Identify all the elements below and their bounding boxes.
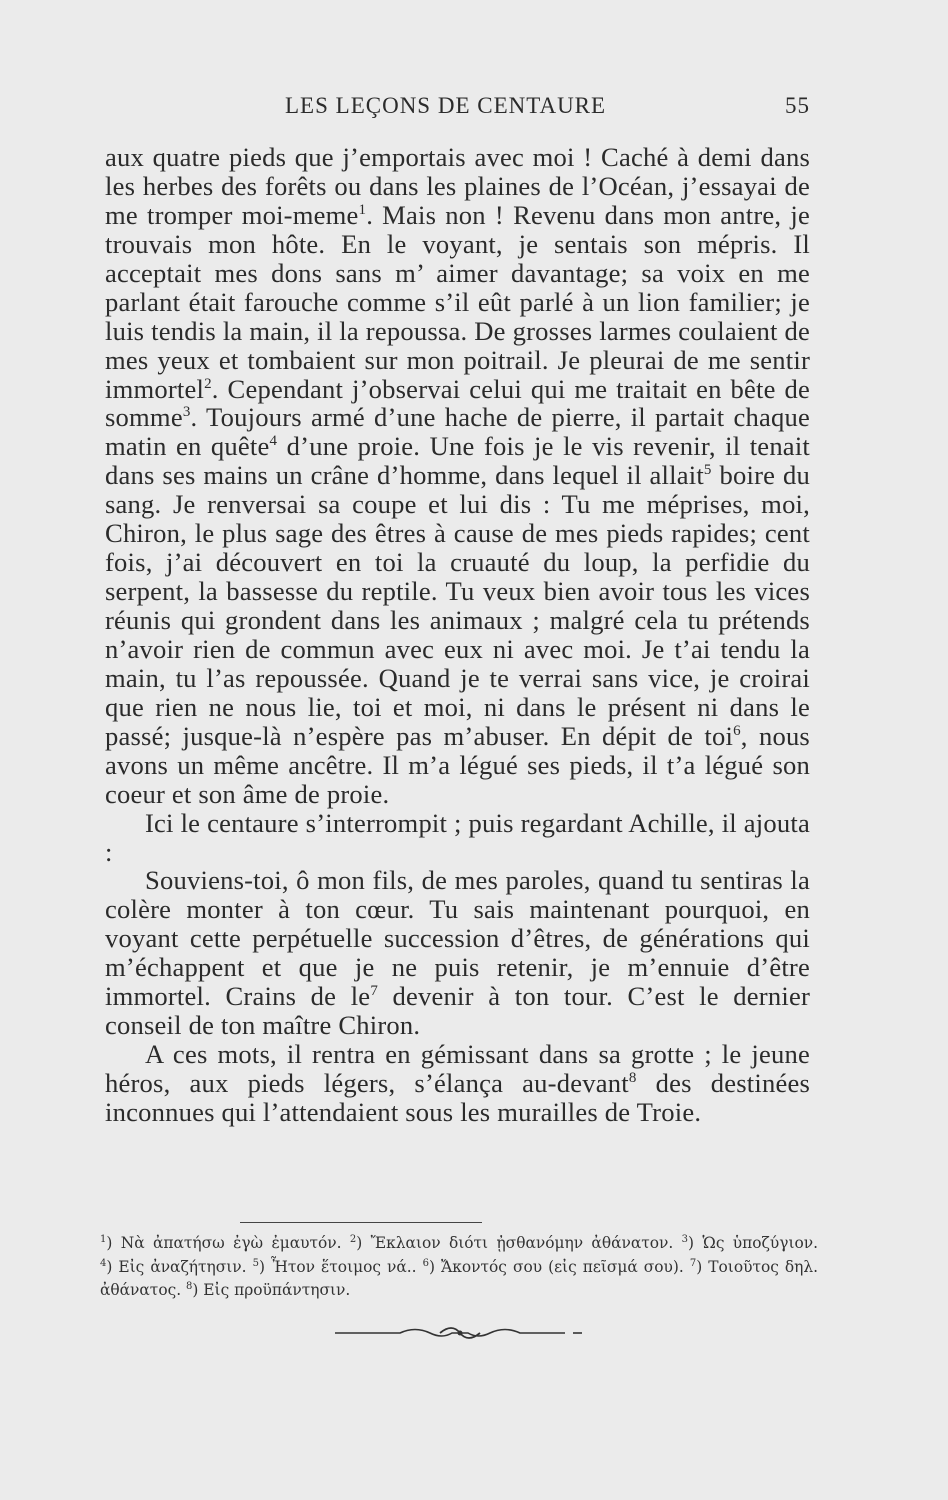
footnote-ref: 3 (182, 404, 191, 421)
footnote-text: Ἄκοντός σου (εἰς πεῖσμά σου). (440, 1257, 684, 1276)
footnote-ref: 5 (703, 462, 712, 479)
text-run: . Toujours armé d’une hache de pierre, il partait chaque matin en quête (105, 402, 810, 462)
footnote-text: Ἦτον ἕτοιμος νά.. (270, 1257, 417, 1276)
text-run: aux quatre pieds que j’emportais avec moi ! Caché à demi dans les herbes des forêts ou dans les plaines de l’Océan, j’essayai de me tromper moi-meme (105, 142, 810, 230)
footnotes (100, 1232, 818, 1303)
footnote-text: Ὡς ὑποζύγιον. (702, 1234, 818, 1252)
text-run: . Mais non ! Revenu dans mon antre, je trouvais mon hôte. En le voyant, je sentais son mépris. Il acceptait mes dons sans m’ aimer davantage; sa voix en me parlant était farouche comme s’il eût parlé à un lion familier; je luis tendis la main, il la repoussa. De grosses larmes coulaient de mes yeux et tombaient sur mon poitrail. Je pleurai de me sentir immortel (105, 199, 810, 404)
footnote: $^1$) Νὰ ἀπατήσω ἐγὼ ἐμαυτόν. (100, 1234, 342, 1252)
footnote-text: Εἰς ἀναζήτησιν. (118, 1257, 247, 1276)
page-number: 55 (785, 93, 810, 118)
text-run: . Cependant j’observai celui qui me traitait en bête de somme (105, 373, 810, 433)
footnote-ref: 6 (733, 722, 741, 739)
footnote-ref: 1 (358, 201, 367, 218)
text-run: A ces mots, il rentra en gémissant dans sa grotte ; le jeune héros, aux pieds légers, s’élança au-devant (105, 1039, 810, 1098)
footnote-number: 3 (681, 1234, 689, 1245)
text-run: devenir à ton tour. C’est le dernier conseil de ton maître Chiron. (105, 981, 810, 1041)
paragraph (105, 1040, 810, 1127)
footnote-number: 1 (100, 1234, 107, 1245)
footnote-text: Νὰ ἀπατήσω ἐγὼ ἐμαυτόν. (120, 1234, 342, 1252)
footnote-number: 6 (422, 1257, 429, 1269)
footnote: $^6$) Ἄκοντός σου (εἰς πεῖσμά σου). (422, 1257, 684, 1276)
footnote-text: Εἰς προϋπάντησιν. (203, 1281, 351, 1299)
footnote: $^4$) Εἰς ἀναζήτησιν. (100, 1257, 247, 1276)
text-run: Souviens-toi, ô mon fils, de mes paroles, quand tu sentiras la colère monter à ton cœur. Tu sais maintenant pourquoi, en voyant cette perpétuelle succession d’êtres, de générations qui m’échappent et que je ne puis retenir, je m’ennuie d’être immortel. Crains de le (105, 865, 810, 1012)
text-run: boire du sang. Je renversai sa coupe et lui dis : Tu me méprises, moi, Chiron, le plus sage des êtres à cause de mes pieds rapides; cent fois, j’ai découvert en toi la cruauté du loup, la perfidie du serpent, la bassesse du reptile. Tu veux bien avoir tous les vices réunis qui grondent dans les animaux ; malgré cela tu prétends n’avoir rien de commun avec eux ni avec moi. Je t’ai tendu la main, tu l’as repoussée. Quand je te verrai sans vice, je croirai que rien ne nous lie, toi et moi, ni dans le présent ni dans le passé; jusque-là n’espère pas m’abuser. En dépit de toi (105, 460, 810, 751)
footnote-ref: 4 (269, 433, 278, 450)
footnote-number: 7 (689, 1257, 697, 1269)
footnote: $^5$) Ἦτον ἕτοιμος νά.. (252, 1257, 417, 1276)
footnote-number: 4 (100, 1257, 107, 1269)
paragraph (105, 143, 810, 809)
text-run: Ici le centaure s’interrompit ; puis regardant Achille, il ajouta : (105, 807, 810, 867)
text-run: d’une proie. Une fois je le vis revenir, il tenait dans ses mains un crâne d’homme, dans lequel il allait (105, 431, 810, 491)
footnote: $^8$) Εἰς προϋπάντησιν. (186, 1281, 351, 1299)
footnote-text: Τοιοῦτος δηλ. ἀθάνατος. (100, 1257, 818, 1299)
footnote-number: 2 (349, 1234, 357, 1245)
footnote-separator (240, 1222, 482, 1223)
footnote-ref: 7 (370, 983, 379, 1000)
footnote-ref: 8 (628, 1070, 637, 1086)
footnote: $^3$) Ὡς ὑποζύγιον. (681, 1234, 818, 1252)
footnote-number: 5 (252, 1257, 259, 1269)
footnote: $^7$) Τοιοῦτος δηλ. ἀθάνατος. (100, 1257, 818, 1299)
paragraph (105, 809, 810, 867)
main-text (105, 143, 810, 1127)
footnote: $^2$) Ἔκλαιον διότι ᾐσθανόμην ἀθάνατον. (349, 1234, 674, 1252)
running-title: LES LEÇONS DE CENTAURE (285, 93, 607, 118)
paragraph (105, 866, 810, 1040)
text-run: des destinées inconnues qui l’attendaient sous les murailles de Troie. (105, 1068, 810, 1127)
footnote-number: 8 (186, 1281, 193, 1292)
text-run: , nous avons un même ancêtre. Il m’a légué ses pieds, il t’a légué son coeur et son âme de proie. (105, 720, 810, 809)
fleuron-ornament-icon (330, 1322, 590, 1344)
footnote-text: Ἔκλαιον διότι ᾐσθανόμην ἀθάνατον. (370, 1234, 674, 1252)
footnote-ref: 2 (204, 375, 212, 392)
